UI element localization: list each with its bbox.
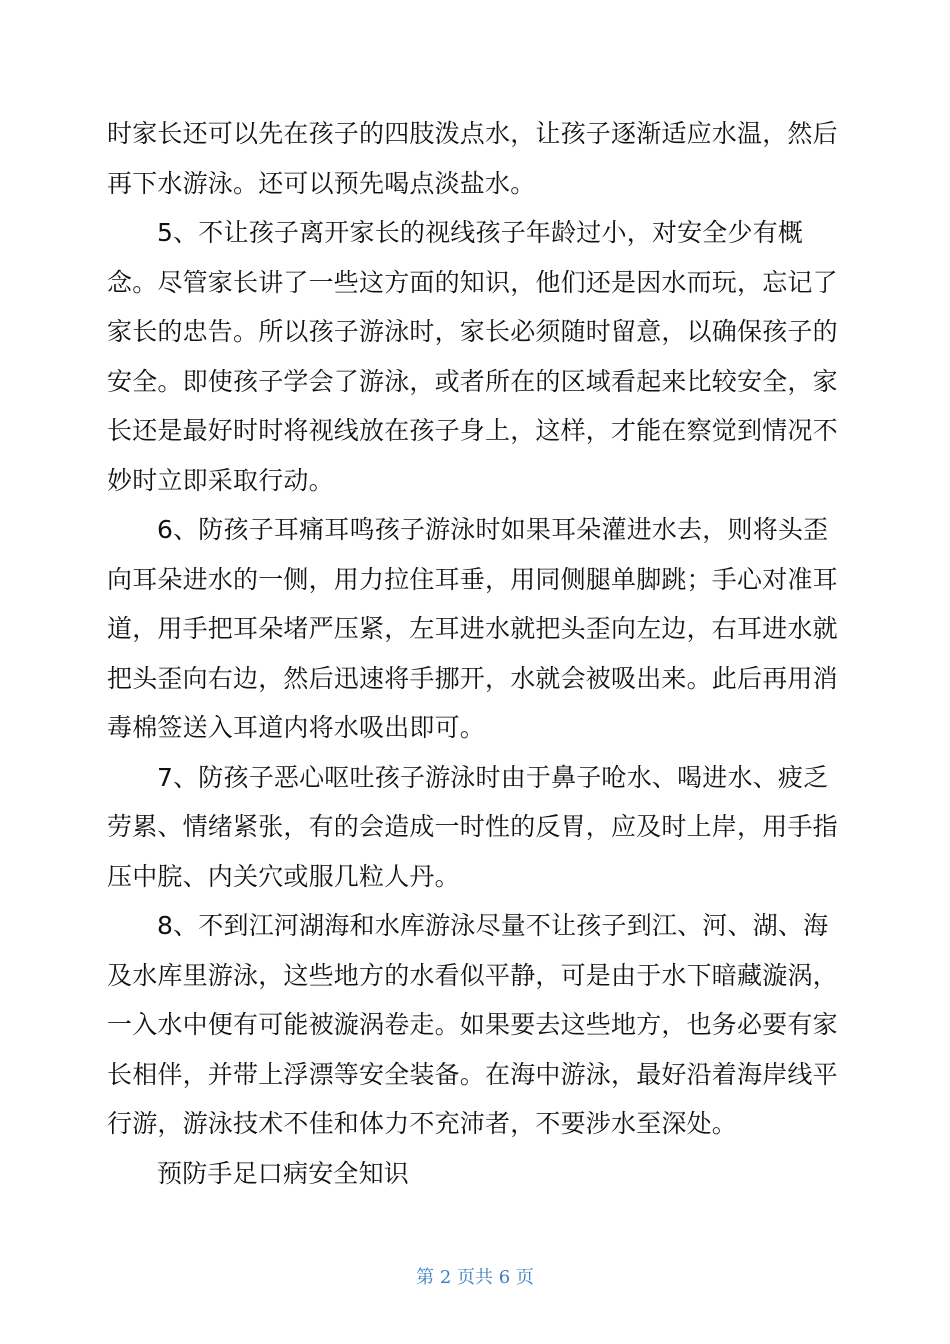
paragraph-item-8: 8、不到江河湖海和水库游泳尽量不让孩子到江、河、湖、海及水库里游泳，这些地方的水看似平静，可是由于水下暗藏漩涡，一入水中便有可能被漩涡卷走。如果要去这些地方，也务必要有家长相伴，并带上浮漂等安全装备。在海中游泳，最好沿着海岸线平行游，游泳技术不佳和体力不充沛者，不要涉水至深处。 [107, 911, 838, 1138]
paragraph-item-7: 7、防孩子恶心呕吐孩子游泳时由于鼻子呛水、喝进水、疲乏劳累、情绪紧张，有的会造成一时性的反胃，应及时上岸，用手指压中脘、内关穴或服几粒人丹。 [107, 762, 838, 891]
section-heading: 预防手足口病安全知识 [157, 1158, 410, 1188]
paragraph-item-5: 5、不让孩子离开家长的视线孩子年龄过小，对安全少有概念。尽管家长讲了一些这方面的知识，他们还是因水而玩，忘记了家长的忠告。所以孩子游泳时，家长必须随时留意，以确保孩子的安全。即使孩子学会了游泳，或者所在的区域看起来比较安全，家长还是最好时时将视线放在孩子身上，这样，才能在察觉到情况不妙时立即采取行动。 [107, 218, 838, 495]
page-footer: 第 2 页共 6 页 [416, 1267, 534, 1288]
document-body [107, 109, 843, 1198]
paragraph-continuation: 时家长还可以先在孩子的四肢泼点水，让孩子逐渐适应水温，然后再下水游泳。还可以预先喝点淡盐水。 [107, 119, 838, 198]
paragraph-item-6: 6、防孩子耳痛耳鸣孩子游泳时如果耳朵灌进水去，则将头歪向耳朵进水的一侧，用力拉住耳垂，用同侧腿单脚跳；手心对准耳道，用手把耳朵堵严压紧，左耳进水就把头歪向左边，右耳进水就把头歪向右边，然后迅速将手挪开，水就会被吸出来。此后再用消毒棉签送入耳道内将水吸出即可。 [107, 515, 838, 742]
